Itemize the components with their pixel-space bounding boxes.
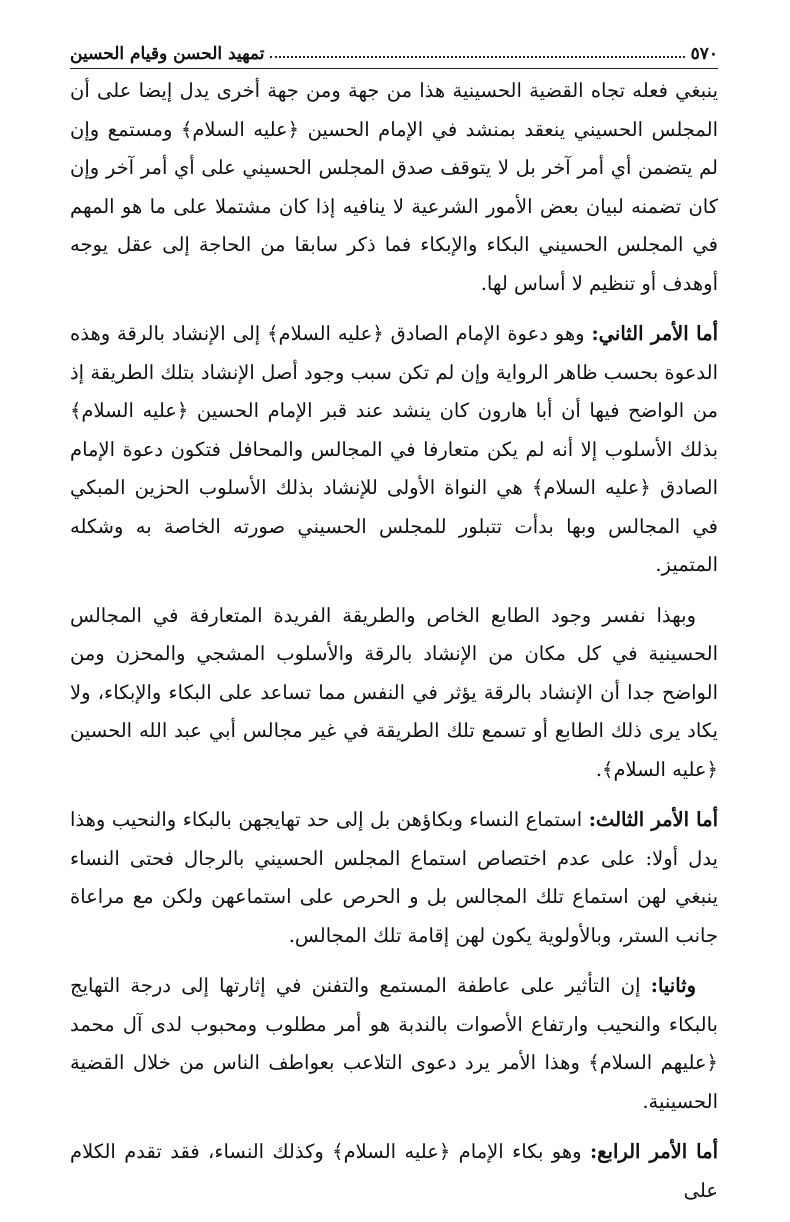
paragraph-text: وهو بكاء الإمام ﴿عليه السلام﴾ وكذلك النساء، فقد تقدم الكلام على [70, 1140, 718, 1202]
paragraph-text: وبهذا نفسر وجود الطابع الخاص والطريقة الفريدة المتعارفة في المجالس الحسينية في كل مكان من الإنشاد بالرقة والأسلوب المشجي والمحزن ومن الواضح جدا أن الإنشاد بالرقة يؤثر في النفس مما تساعد على البكاء والإبكاء، ولا يكاد يرى ذلك الطابع أو تسمع تلك الطريقة في غير مجالس أبي عبد الله الحسين ﴿عليه السلام﴾. [70, 603, 718, 781]
paragraph-lead: أما الأمر الرابع: [589, 1140, 718, 1163]
paragraph-lead: أما الأمر الثاني: [591, 322, 718, 345]
page-body [70, 72, 718, 1222]
paragraph [70, 315, 718, 585]
page-number: ٥٧٠ [690, 44, 718, 64]
paragraph-text: إن التأثير على عاطفة المستمع والتفنن في إثارتها إلى درجة التهايج بالبكاء والنحيب وارتفاع الأصوات بالندبة هو أمر مطلوب ومحبوب لدى آل محمد ﴿عليهم السلام﴾ وهذا الأمر يرد دعوى التلاعب بعواطف الناس من خلال القضية الحسينية. [70, 974, 718, 1113]
paragraph-lead: وثانيا: [650, 974, 696, 997]
header-dot-leader [270, 56, 684, 58]
paragraph [70, 72, 718, 303]
paragraph [70, 801, 718, 955]
paragraph [70, 967, 718, 1121]
running-header [70, 30, 718, 69]
header-title: تمهيد الحسن وقيام الحسين [70, 44, 265, 64]
paragraph [70, 1133, 718, 1210]
paragraph-text: وهو دعوة الإمام الصادق ﴿عليه السلام﴾ إلى الإنشاد بالرقة وهذه الدعوة بحسب ظاهر الرواية وإن لم تكن سبب وجود أصل الإنشاد بتلك الطريقة إذ من الواضح فيها أن أبا هارون كان ينشد عند قبر الإمام الحسين ﴿عليه السلام﴾ بذلك الأسلوب إلا أنه لم يكن متعارفا في المجالس والمحافل فتكون دعوة الإمام الصادق ﴿عليه السلام﴾ هي النواة الأولى للإنشاد بذلك الأسلوب الحزين المبكي في المجالس وبها بدأت تتبلور للمجلس الحسيني صورته الخاصة به وشكله المتميز. [70, 322, 718, 576]
paragraph-lead: أما الأمر الثالث: [588, 808, 718, 831]
paragraph-text: ينبغي فعله تجاه القضية الحسينية هذا من جهة ومن جهة أخرى يدل إيضا على أن المجلس الحسيني ينعقد بمنشد في الإمام الحسين ﴿عليه السلام﴾ ومستمع وإن لم يتضمن أي أمر آخر بل لا يتوقف صدق المجلس الحسيني على أي أمر آخر وإن كان تضمنه لبيان بعض الأمور الشرعية لا ينافيه إذا كان مشتملا على ما هو المهم في المجلس الحسيني البكاء والإبكاء فما ذكر سابقا من الحاجة إلى عقل يوجه أوهدف أو تنظيم لا أساس لها. [70, 79, 718, 295]
paragraph [70, 597, 718, 790]
paragraph-text: استماع النساء وبكاؤهن بل إلى حد تهايجهن بالبكاء والنحيب وهذا يدل أولا: على عدم اختصاص استماع المجلس الحسيني بالرجال فحتى النساء ينبغي لهن استماع تلك المجالس بل و الحرص على استماعهن ولكن مع مراعاة جانب الستر، وبالأولوية يكون لهن إقامة تلك المجالس. [70, 808, 718, 947]
